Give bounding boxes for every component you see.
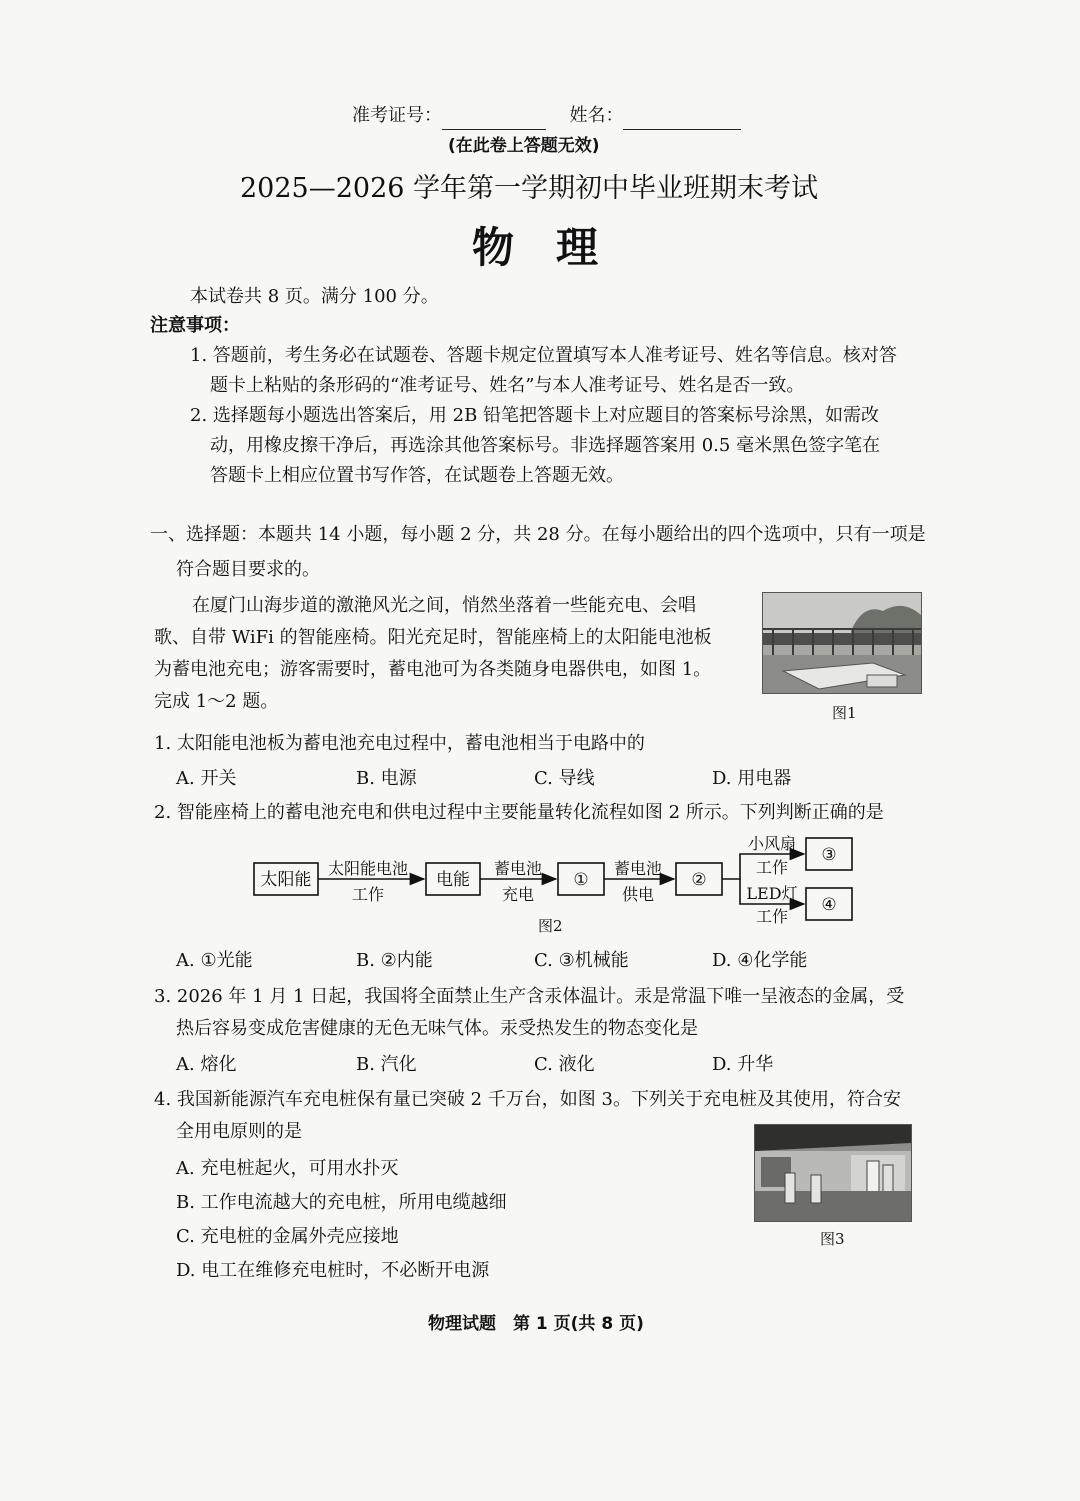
flow-branch-2-bottom-label: 工作: [755, 907, 789, 926]
q4-stem-line-2: 全用电原则的是: [176, 1121, 302, 1142]
name-label: 姓名：: [569, 105, 624, 126]
name-blank: [623, 111, 741, 130]
intro-text: 本试卷共 8 页。满分 100 分。: [190, 286, 439, 307]
note-2-line-2: 动，用橡皮擦干净后，再选涂其他答案标号。非选择题答案用 0.5 毫米黑色签字笔在: [210, 435, 881, 456]
q3-option-d: D. 升华: [712, 1054, 774, 1075]
q4-option-c: C. 充电桩的金属外壳应接地: [176, 1226, 399, 1247]
flow-box-3-label: ③: [821, 845, 837, 865]
q3-option-b: B. 汽化: [356, 1054, 417, 1075]
flow-arrow-3-top-label: 蓄电池: [613, 859, 663, 878]
flow-arrow-1-bottom-label: 工作: [351, 885, 385, 904]
note-1-line-2: 题卡上粘贴的条形码的“准考证号、姓名”与本人准考证号、姓名是否一致。: [210, 375, 805, 396]
flow-arrow-2-top-label: 蓄电池: [493, 859, 543, 878]
page-footer: 物理试题 第 1 页(共 8 页): [428, 1314, 644, 1334]
q4-stem-line-1: 4. 我国新能源汽车充电桩保有量已突破 2 千万台，如图 3。下列关于充电桩及其使用，符合安: [154, 1089, 901, 1110]
section1-heading-line-2: 符合题目要求的。: [176, 559, 320, 580]
fig1-smart-bench-photo: [762, 592, 922, 694]
q4-option-b: B. 工作电流越大的充电桩，所用电缆越细: [176, 1192, 507, 1213]
q1-stem: 1. 太阳能电池板为蓄电池充电过程中，蓄电池相当于电路中的: [154, 733, 645, 754]
q3-stem-line-2: 热后容易变成危害健康的无色无味气体。汞受热发生的物态变化是: [176, 1018, 698, 1039]
admission-number-label: 准考证号：: [352, 105, 442, 126]
fig2-caption: 图2: [538, 917, 563, 935]
q2-option-c: C. ③机械能: [534, 950, 629, 971]
note-2-line-3: 答题卡上相应位置书写作答，在试题卷上答题无效。: [210, 465, 624, 486]
flow-arrow-2-bottom-label: 充电: [501, 885, 535, 904]
passage-line-4: 完成 1～2 题。: [154, 691, 279, 712]
passage-line-1: 在厦门山海步道的激滟风光之间，悄然坐落着一些能充电、会唱: [192, 595, 696, 616]
q3-option-a: A. 熔化: [176, 1054, 237, 1075]
q1-option-a: A. 开关: [176, 768, 237, 789]
admission-number-field: [352, 102, 741, 130]
fig3-caption: 图3: [820, 1230, 845, 1248]
q1-option-c: C. 导线: [534, 768, 595, 789]
passage-line-3: 为蓄电池充电；游客需要时，蓄电池可为各类随身电器供电，如图 1。: [154, 659, 712, 680]
flow-box-1-label: ①: [573, 870, 589, 890]
flow-arrow-3-bottom-label: 供电: [621, 885, 655, 904]
note-2-line-1: 2. 选择题每小题选出答案后，用 2B 铅笔把答题卡上对应题目的答案标号涂黑，如需改: [190, 405, 880, 426]
q4-option-d: D. 电工在维修充电桩时，不必断开电源: [176, 1260, 490, 1281]
flow-box-solar-label: 太阳能: [260, 870, 312, 890]
exam-title: 2025—2026 学年第一学期初中毕业班期末考试: [240, 173, 819, 204]
q3-option-c: C. 液化: [534, 1054, 595, 1075]
flow-branch-2-top-label: LED灯: [746, 884, 798, 903]
flow-branch-1-bottom-label: 工作: [755, 858, 789, 877]
q2-stem: 2. 智能座椅上的蓄电池充电和供电过程中主要能量转化流程如图 2 所示。下列判断正确的是: [154, 802, 884, 823]
q1-option-b: B. 电源: [356, 768, 417, 789]
flow-box-electric-label: 电能: [436, 870, 470, 890]
fig1-caption: 图1: [832, 704, 857, 722]
q3-stem-line-1: 3. 2026 年 1 月 1 日起，我国将全面禁止生产含汞体温计。汞是常温下唯一呈液态的金属，受: [154, 986, 905, 1007]
flow-arrow-1-top-label: 太阳能电池: [327, 859, 409, 878]
q4-option-a: A. 充电桩起火，可用水扑灭: [176, 1158, 399, 1179]
q2-option-a: A. ①光能: [176, 950, 253, 971]
q1-option-d: D. 用电器: [712, 768, 792, 789]
admission-number-blank: [442, 111, 546, 130]
notes-heading: 注意事项：: [150, 315, 240, 336]
note-1-line-1: 1. 答题前，考生务必在试题卷、答题卡规定位置填写本人准考证号、姓名等信息。核对答: [190, 345, 897, 366]
q2-option-b: B. ②内能: [356, 950, 433, 971]
section1-heading-line-1: 一、选择题：本题共 14 小题，每小题 2 分，共 28 分。在每小题给出的四个选项中，只有一项是: [150, 524, 926, 545]
passage-line-2: 歌、自带 WiFi 的智能座椅。阳光充足时，智能座椅上的太阳能电池板: [154, 627, 712, 648]
subject-title: 物 理: [472, 223, 599, 272]
flow-branch-1-top-label: 小风扇: [747, 834, 797, 853]
flow-box-4-label: ④: [821, 895, 837, 915]
invalid-note: (在此卷上答题无效): [448, 136, 600, 156]
fig3-charging-station-photo: [754, 1124, 912, 1222]
q2-option-d: D. ④化学能: [712, 950, 808, 971]
flow-box-2-label: ②: [691, 870, 707, 890]
